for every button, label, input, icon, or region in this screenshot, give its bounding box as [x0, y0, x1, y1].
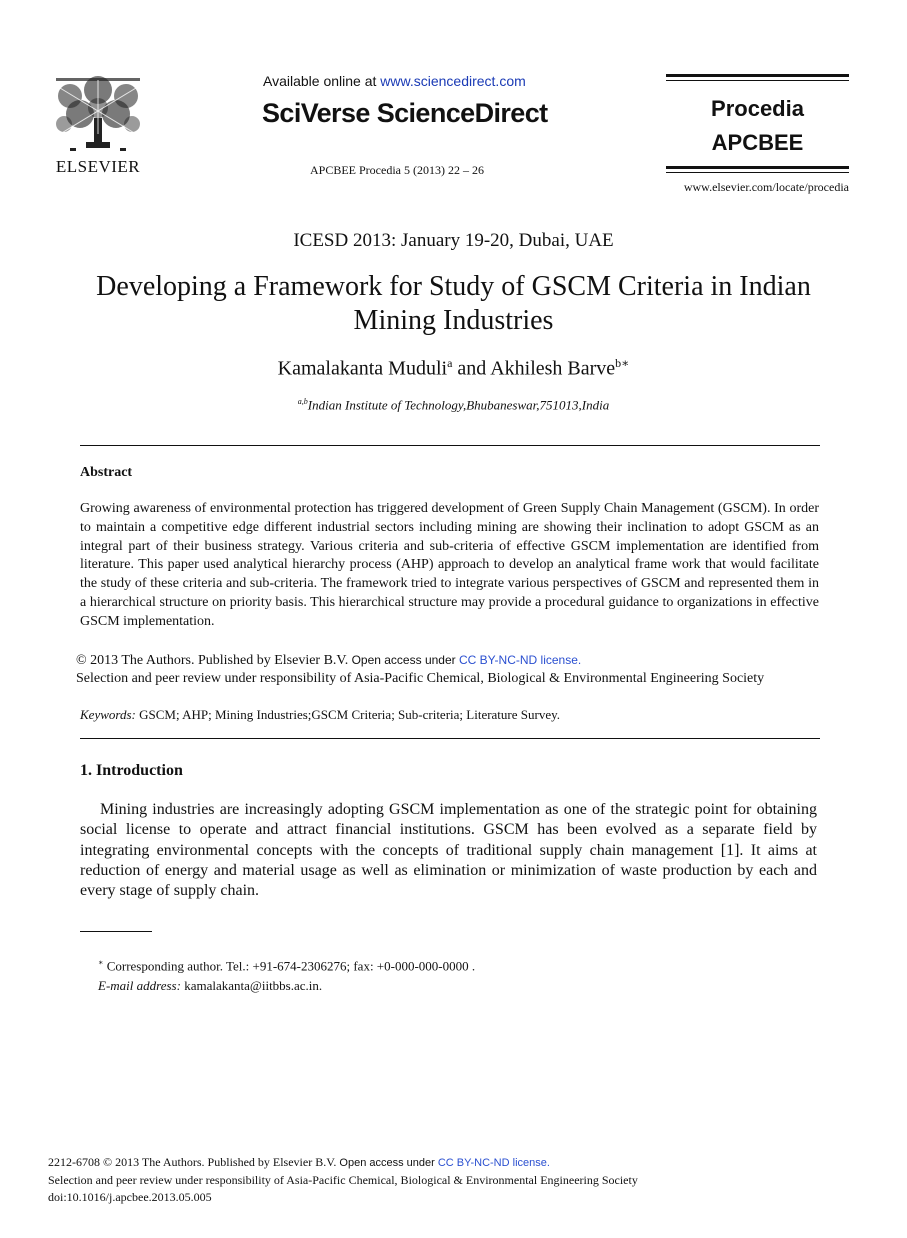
author-join: and [452, 357, 491, 380]
author-1: Kamalakanta Muduli [277, 357, 448, 380]
email-label: E-mail address: [98, 978, 181, 994]
footer-issn-copyright: 2212-6708 © 2013 The Authors. Published by Elsevier B.V. [48, 1155, 337, 1169]
author-2-affiliation-mark: b∗ [615, 356, 630, 370]
abstract-heading: Abstract [80, 465, 133, 480]
available-prefix: Available online at [263, 73, 381, 89]
license-link[interactable]: CC BY-NC-ND license. [458, 653, 582, 667]
footnote-marker: ∗ [98, 958, 104, 967]
journal-url[interactable]: www.elsevier.com/locate/procedia [683, 180, 849, 194]
footer-doi[interactable]: doi:10.1016/j.apcbee.2013.05.005 [48, 1190, 212, 1204]
publisher-name: ELSEVIER [55, 157, 141, 176]
author-list [0, 356, 907, 381]
keywords-text: GSCM; AHP; Mining Industries;GSCM Criteria; Sub-criteria; Literature Survey. [135, 707, 561, 722]
affiliation-mark: a,b [297, 397, 308, 406]
journal-title-line1: Procedia [711, 96, 804, 121]
affiliation-text: Indian Institute of Technology,Bhubaneswar,751013,India [307, 397, 610, 413]
copyright-line [76, 651, 836, 670]
page-footer [48, 1154, 638, 1206]
copyright-text: © 2013 The Authors. Published by Elsevier B.V. [76, 653, 349, 668]
footnote [98, 953, 475, 996]
copyright-block [76, 651, 836, 688]
introduction-body: Mining industries are increasingly adopting GSCM implementation as one of the strategic point for obtaining social license to operate and attract financial institutions. GSCM has been evolved as a separate field by integrating environmental concepts with the concepts of traditional supply chain management [1]. It aims at reduction of energy and material usage as well as elimination or minimization of waste production by each and every stage of supply chain. [80, 801, 817, 900]
article-title [60, 270, 847, 338]
journal-reference: APCBEE Procedia 5 (2013) 22 – 26 [310, 163, 484, 177]
section-heading-introduction: 1. Introduction [80, 762, 183, 779]
article-title-line1: Developing a Framework for Study of GSCM Criteria in Indian [96, 271, 811, 302]
footer-open-access: Open access under [336, 1157, 438, 1169]
divider-top [80, 445, 820, 446]
keywords-line [80, 707, 560, 723]
sciencedirect-link[interactable]: www.sciencedirect.com [380, 73, 526, 89]
footer-copyright-line [48, 1154, 638, 1172]
affiliation [0, 397, 907, 413]
email-address[interactable]: kamalakanta@iitbbs.ac.in. [180, 978, 323, 994]
selection-line: Selection and peer review under responsibility of Asia-Pacific Chemical, Biological & Environmental Engineering Society [76, 671, 765, 686]
footnote-rule [80, 931, 152, 932]
article-title-line2: Mining Industries [353, 305, 554, 336]
available-online-line [263, 73, 526, 89]
journal-title [666, 92, 849, 160]
conference-line: ICESD 2013: January 19-20, Dubai, UAE [293, 230, 614, 251]
footer-selection-line: Selection and peer review under responsibility of Asia-Pacific Chemical, Biological & Environmental Engineering Society [48, 1173, 638, 1187]
journal-title-line2: APCBEE [711, 130, 804, 155]
keywords-label: Keywords: [80, 707, 136, 722]
abstract-body: Growing awareness of environmental protection has triggered development of Green Supply Chain Management (GSCM). In order to maintain a competitive edge different industrial sectors including mining are showing their inclination to adopt GSCM as an integral part of their business strategy. Various criteria and sub-criteria of effective GSCM implementation are identified from literature. This paper used analytical hierarchy process (AHP) approach to develop an analytical frame work that would facilitate the study of these criteria and sub-criteria. The framework tried to integrate various perspectives of GSCM and represented them in a hierarchical structure on priority basis. This hierarchical structure may provide a procedural guidance to organizations in effective GSCM implementation. [80, 501, 819, 629]
email-line [98, 976, 475, 996]
open-access-text: Open access under [348, 653, 459, 667]
author-1-affiliation-mark: a [447, 356, 453, 370]
author-2: Akhilesh Barve [490, 357, 616, 380]
corresponding-author-text: Corresponding author. Tel.: +91-674-2306276; fax: +0-000-000-0000 . [103, 958, 476, 974]
divider-bottom [80, 738, 820, 739]
corresponding-author-line [98, 953, 475, 976]
footer-license-link[interactable]: CC BY-NC-ND license. [437, 1157, 550, 1169]
platform-name: SciVerse ScienceDirect [262, 98, 548, 128]
